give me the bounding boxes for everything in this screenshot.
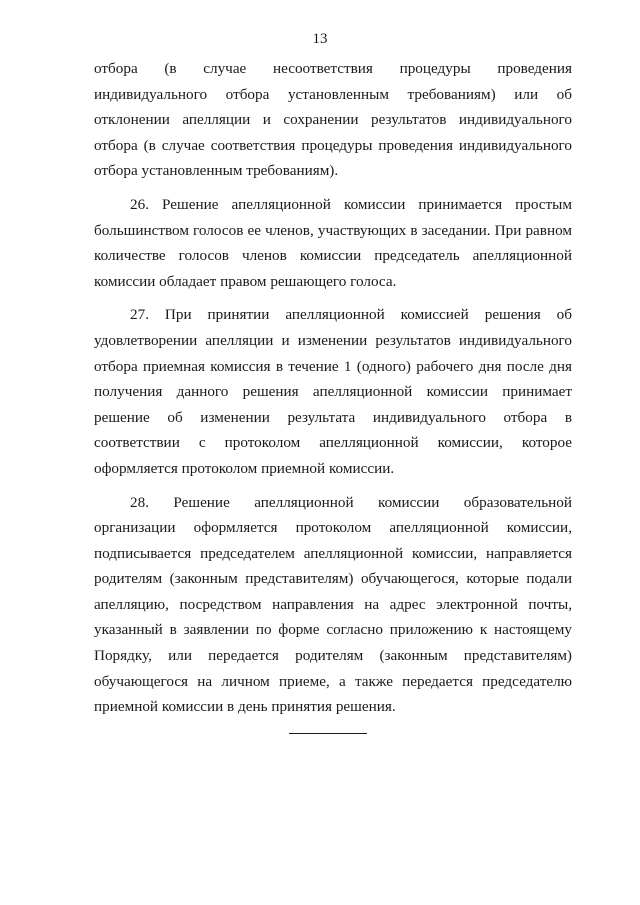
- paragraph-27: 27. При принятии апелляционной комиссией решения об удовлетворении апелляции и изменении результатов индивидуального отбора приемная комиссия в течение 1 (одного) рабочего дня после дня получения данного решения апелляционной комиссии принимает решение об изменении результата индивидуального отбора в соответствии с протоколом апелляционной комиссии, которое оформляется протоколом приемной комиссии.: [94, 306, 572, 477]
- page-number: 13: [312, 31, 328, 47]
- paragraph-continuation: отбора (в случае несоответствия процедуры проведения индивидуального отбора установленным требованиям) или об отклонении апелляции и сохранении результатов индивидуального отбора (в случае соответствия процедуры проведения индивидуального отбора установленным требованиям).: [94, 60, 572, 180]
- paragraph-28: 28. Решение апелляционной комиссии образовательной организации оформляется протоколом апелляционной комиссии, подписывается председателем апелляционной комиссии, направляется родителям (законным представителям) обучающегося, которые подали апелляцию, посредством направления на адрес электронной почты, указанный в заявлении по форме согласно приложению к настоящему Порядку, или передается родителям (законным представителям) обучающегося на личном приеме, а также передается председателю приемной комиссии в день принятия решения.: [94, 493, 572, 716]
- end-of-document-rule: [289, 733, 367, 734]
- paragraph-26: 26. Решение апелляционной комиссии принимается простым большинством голосов ее членов, участвующих в заседании. При равном количестве голосов членов комиссии председатель апелляционной комиссии обладает правом решающего голоса.: [94, 195, 572, 290]
- document-body: [94, 56, 572, 728]
